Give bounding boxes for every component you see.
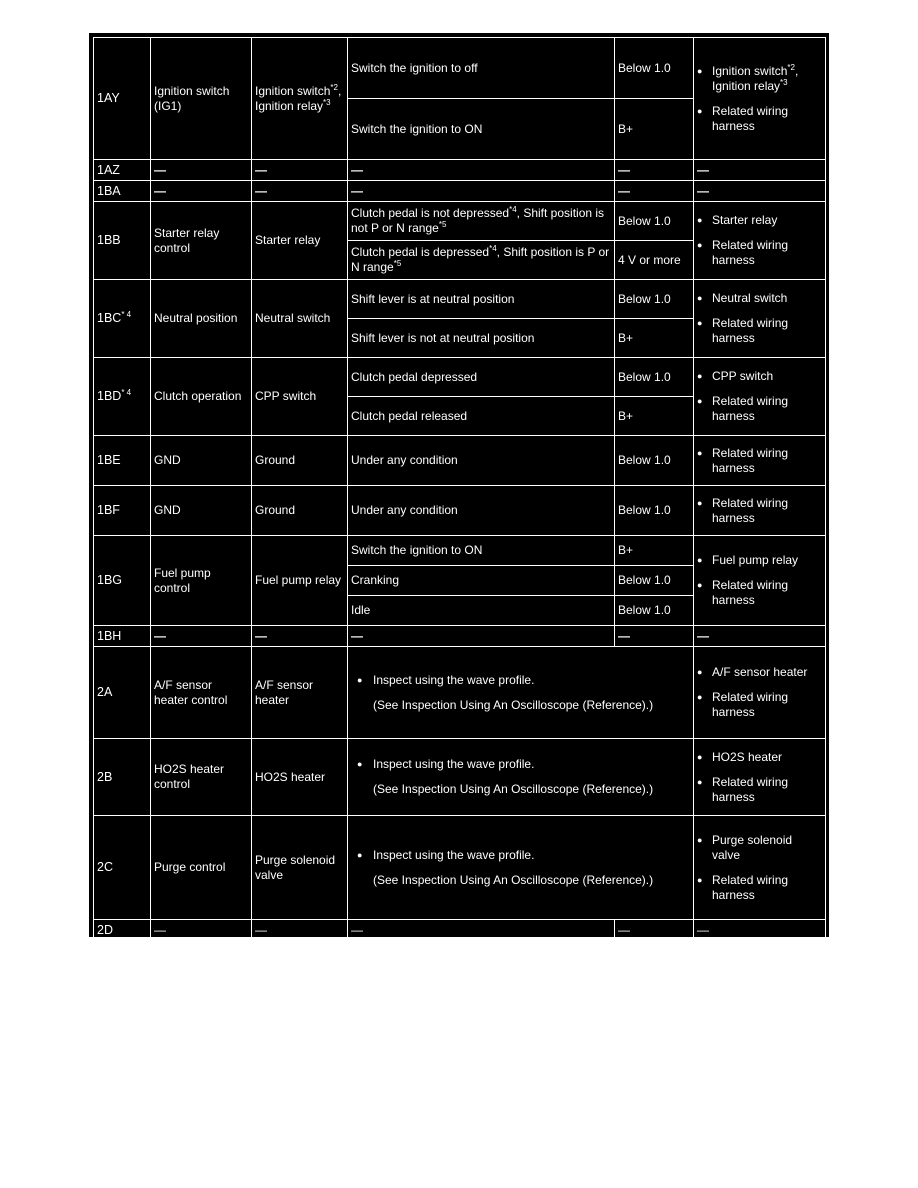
table-row — [94, 816, 826, 920]
inspection-item-text: Related wiring harness — [712, 103, 789, 133]
inspection-item-text: Related wiring harness — [712, 445, 789, 475]
component-name: Purge solenoid valve — [255, 852, 336, 882]
empty-cell — [615, 626, 694, 647]
wave-instruction-text: Inspect using the wave profile. — [373, 672, 535, 687]
wave-instruction-bullet — [373, 848, 690, 863]
list-item — [712, 64, 822, 94]
component-cell — [252, 647, 348, 739]
table-row — [94, 436, 826, 486]
specified-value-cell — [615, 99, 694, 160]
empty-cell — [252, 160, 348, 181]
table-row — [94, 160, 826, 181]
component-cell — [252, 816, 348, 920]
inspection-item-text: Purge solenoid valve — [712, 832, 793, 862]
specified-value-cell — [615, 280, 694, 319]
wave-instruction-bullet — [373, 673, 690, 688]
component-cell — [252, 536, 348, 626]
terminal-id: 1BF — [97, 503, 120, 517]
terminal-id: 2C — [97, 860, 113, 874]
condition-cell — [348, 596, 615, 626]
inspection-items-cell — [694, 280, 826, 358]
specified-value-cell — [615, 566, 694, 596]
inspection-item-text: A/F sensor heater — [712, 665, 808, 679]
specified-value: Below 1.0 — [618, 573, 671, 587]
inspection-list — [697, 446, 822, 476]
component-cell — [252, 202, 348, 280]
specified-value: B+ — [618, 543, 634, 557]
terminal-description: Ignition switch (IG1) — [154, 83, 230, 113]
dash-placeholder: — — [255, 628, 267, 643]
wave-inspection-cell — [348, 647, 694, 739]
terminal-id: 1AZ — [97, 162, 120, 177]
specified-value: Below 1.0 — [618, 603, 671, 617]
terminal-id: 1BA — [97, 183, 121, 198]
dash-placeholder: — — [255, 183, 267, 198]
inspection-item-text: Neutral switch — [712, 291, 788, 305]
terminal-cell — [94, 280, 151, 358]
wiring-color-cell — [151, 358, 252, 436]
dash-placeholder: — — [351, 162, 363, 177]
dash-placeholder: — — [618, 183, 630, 198]
terminal-description: GND — [154, 503, 181, 517]
inspection-items-cell — [694, 739, 826, 816]
list-item — [712, 394, 822, 424]
table-row — [94, 202, 826, 241]
terminal-table-sheet — [89, 33, 829, 937]
table-row — [94, 536, 826, 566]
inspection-item-text: Related wiring harness — [712, 872, 789, 902]
terminal-description: Neutral position — [154, 311, 238, 325]
empty-cell — [151, 920, 252, 941]
inspection-items-cell — [694, 816, 826, 920]
wiring-color-cell — [151, 647, 252, 739]
condition-text: Under any condition — [351, 503, 458, 517]
inspection-list — [697, 369, 822, 424]
wave-instruction-text: Inspect using the wave profile. — [373, 847, 535, 862]
condition-text: Switch the ignition to ON — [351, 543, 483, 557]
list-item — [712, 104, 822, 134]
empty-cell — [252, 920, 348, 941]
empty-cell — [151, 160, 252, 181]
component-cell — [252, 436, 348, 486]
specified-value: Below 1.0 — [618, 60, 671, 75]
condition-text: Cranking — [351, 573, 400, 587]
wave-instruction-text: Inspect using the wave profile. — [373, 757, 535, 771]
empty-cell — [252, 181, 348, 202]
specified-value-cell — [615, 486, 694, 536]
dash-placeholder: — — [697, 628, 709, 643]
terminal-cell — [94, 647, 151, 739]
table-row — [94, 358, 826, 397]
table-row — [94, 38, 826, 99]
wave-reference — [373, 873, 690, 888]
terminal-cell — [94, 920, 151, 941]
specified-value-cell — [615, 536, 694, 566]
terminal-id: 1BH — [97, 628, 122, 643]
inspection-list — [697, 750, 822, 805]
specified-value: B+ — [618, 121, 634, 136]
inspection-items-cell — [694, 536, 826, 626]
terminal-cell — [94, 816, 151, 920]
dash-placeholder: — — [618, 628, 630, 643]
list-item — [712, 213, 822, 228]
dash-placeholder: — — [351, 183, 363, 198]
terminal-note: * 4 — [121, 388, 132, 397]
wave-inspection-cell — [348, 739, 694, 816]
component-cell — [252, 486, 348, 536]
component-name: Ground — [255, 453, 296, 467]
component-name: Fuel pump relay — [255, 573, 342, 587]
inspection-item-text: Related wiring harness — [712, 394, 789, 423]
empty-cell — [151, 181, 252, 202]
terminal-id: 2D — [97, 922, 113, 937]
terminal-cell — [94, 202, 151, 280]
terminal-description: Clutch operation — [154, 389, 242, 403]
inspection-item-text: Related wiring harness — [712, 774, 789, 804]
empty-cell — [694, 181, 826, 202]
inspection-items-cell — [694, 486, 826, 536]
condition-cell — [348, 436, 615, 486]
specified-value-cell — [615, 241, 694, 280]
list-item — [712, 690, 822, 720]
specified-value: B+ — [618, 408, 634, 423]
inspection-item-text: Related wiring harness — [712, 316, 789, 345]
specified-value: Below 1.0 — [618, 453, 671, 467]
table-row — [94, 739, 826, 816]
dash-placeholder: — — [154, 628, 166, 643]
list-item — [712, 553, 822, 568]
wiring-color-cell — [151, 38, 252, 160]
empty-cell — [151, 626, 252, 647]
condition-text: Clutch pedal is depressed$^{*4}$, Shift position is P or N range$^{*5}$ — [351, 244, 610, 274]
dash-placeholder: — — [697, 183, 709, 198]
inspection-items-cell — [694, 202, 826, 280]
terminal-cell — [94, 486, 151, 536]
wave-reference-text: (See Inspection Using An Oscilloscope (Reference).) — [373, 697, 654, 712]
empty-cell — [252, 626, 348, 647]
specified-value-cell — [615, 38, 694, 99]
wave-instruction — [351, 673, 690, 713]
inspection-item-text: Fuel pump relay — [712, 553, 799, 567]
terminal-description: Starter relay control — [154, 225, 220, 255]
condition-text: Switch the ignition to off — [351, 60, 478, 75]
condition-text: Idle — [351, 603, 371, 617]
list-item — [712, 369, 822, 384]
inspection-items-cell — [694, 436, 826, 486]
empty-cell — [348, 160, 615, 181]
condition-cell — [348, 99, 615, 160]
terminal-id: 1BB — [97, 233, 121, 247]
terminal-description: Purge control — [154, 860, 226, 874]
inspection-list — [697, 496, 822, 526]
list-item — [712, 238, 822, 268]
condition-cell — [348, 358, 615, 397]
condition-cell — [348, 241, 615, 280]
dash-placeholder: — — [154, 183, 166, 198]
condition-text: Shift lever is at neutral position — [351, 291, 515, 306]
condition-text: Clutch pedal is not depressed$^{*4}$, Shift position is not P or N range$^{*5}$ — [351, 205, 605, 235]
wave-reference-text: (See Inspection Using An Oscilloscope (Reference).) — [373, 782, 654, 796]
empty-cell — [694, 920, 826, 941]
empty-cell — [615, 920, 694, 941]
list-item — [712, 750, 822, 765]
empty-cell — [694, 626, 826, 647]
terminal-id: 2A — [97, 685, 113, 699]
table-row — [94, 280, 826, 319]
terminal-cell — [94, 739, 151, 816]
wave-reference-text: (See Inspection Using An Oscilloscope (Reference).) — [373, 872, 654, 887]
wiring-color-cell — [151, 739, 252, 816]
dash-placeholder: — — [351, 628, 363, 643]
empty-cell — [694, 160, 826, 181]
inspection-items-cell — [694, 647, 826, 739]
dash-placeholder: — — [255, 162, 267, 177]
condition-cell — [348, 536, 615, 566]
condition-cell — [348, 566, 615, 596]
condition-cell — [348, 319, 615, 358]
dash-placeholder: — — [697, 922, 709, 937]
terminal-cell — [94, 358, 151, 436]
dash-placeholder: — — [154, 162, 166, 177]
inspection-list — [697, 291, 822, 346]
condition-cell — [348, 202, 615, 241]
terminal-cell — [94, 181, 151, 202]
wiring-color-cell — [151, 486, 252, 536]
condition-cell — [348, 38, 615, 99]
list-item — [712, 833, 822, 863]
table-row — [94, 486, 826, 536]
specified-value: Below 1.0 — [618, 291, 671, 306]
inspection-item-text: Related wiring harness — [712, 690, 789, 719]
list-item — [712, 665, 822, 680]
terminal-id: 2B — [97, 769, 113, 784]
component-cell — [252, 739, 348, 816]
specified-value-cell — [615, 596, 694, 626]
terminal-note: * 4 — [121, 310, 132, 319]
terminal-description: GND — [154, 453, 181, 467]
dash-placeholder: — — [351, 922, 363, 937]
component-cell — [252, 358, 348, 436]
condition-text: Clutch pedal depressed — [351, 369, 478, 384]
inspection-list — [697, 553, 822, 608]
terminal-id: 1BC — [97, 311, 122, 325]
table-row — [94, 647, 826, 739]
component-name: A/F sensor heater — [255, 677, 314, 707]
component-cell — [252, 280, 348, 358]
terminal-id: 1BG — [97, 573, 123, 587]
dash-placeholder: — — [618, 162, 630, 177]
empty-cell — [615, 181, 694, 202]
specified-value: Below 1.0 — [618, 503, 671, 517]
inspection-list — [697, 833, 822, 903]
condition-text: Switch the ignition to ON — [351, 121, 483, 136]
condition-cell — [348, 397, 615, 436]
wave-reference — [373, 698, 690, 713]
dash-placeholder: — — [618, 922, 630, 937]
wiring-color-cell — [151, 202, 252, 280]
terminal-id: 1AY — [97, 91, 120, 105]
inspection-item-text: Related wiring harness — [712, 495, 789, 525]
inspection-item-text: Ignition switch$^{*2}$, Ignition relay$^{*3}$ — [712, 62, 799, 93]
component-name: Neutral switch — [255, 311, 331, 325]
terminal-description: A/F sensor heater control — [154, 677, 228, 707]
component-name: Ground — [255, 503, 296, 517]
component-name: CPP switch — [255, 389, 317, 403]
specified-value: B+ — [618, 330, 634, 345]
specified-value-cell — [615, 397, 694, 436]
ecm-terminal-table — [93, 37, 826, 941]
terminal-description: HO2S heater control — [154, 762, 225, 791]
specified-value-cell — [615, 202, 694, 241]
empty-cell — [348, 181, 615, 202]
list-item — [712, 775, 822, 805]
wiring-color-cell — [151, 280, 252, 358]
dash-placeholder: — — [255, 922, 267, 937]
terminal-cell — [94, 436, 151, 486]
table-row — [94, 626, 826, 647]
inspection-list — [697, 213, 822, 268]
specified-value-cell — [615, 436, 694, 486]
terminal-cell — [94, 536, 151, 626]
inspection-item-text: HO2S heater — [712, 749, 783, 764]
component-name: HO2S heater — [255, 769, 326, 784]
dash-placeholder: — — [697, 162, 709, 177]
inspection-list — [697, 665, 822, 720]
list-item — [712, 873, 822, 903]
terminal-id: 1BD — [97, 389, 122, 403]
terminal-cell — [94, 38, 151, 160]
condition-cell — [348, 280, 615, 319]
inspection-item-text: CPP switch — [712, 369, 774, 383]
specified-value: 4 V or more — [618, 252, 681, 267]
list-item — [712, 578, 822, 608]
wiring-color-cell — [151, 816, 252, 920]
wave-reference — [373, 782, 690, 797]
component-name: Ignition switch$^{*2}$, Ignition relay$^{*3}$ — [255, 82, 342, 113]
terminal-id: 1BE — [97, 453, 121, 467]
wave-instruction — [351, 848, 690, 888]
dash-placeholder: — — [154, 922, 166, 937]
wave-instruction-bullet — [373, 757, 690, 772]
terminal-description: Fuel pump control — [154, 565, 211, 595]
inspection-items-cell — [694, 358, 826, 436]
inspection-items-cell — [694, 38, 826, 160]
list-item — [712, 496, 822, 526]
specified-value: Below 1.0 — [618, 213, 671, 228]
inspection-item-text: Starter relay — [712, 213, 778, 227]
wiring-color-cell — [151, 536, 252, 626]
terminal-cell — [94, 626, 151, 647]
wiring-color-cell — [151, 436, 252, 486]
specified-value-cell — [615, 358, 694, 397]
condition-text: Under any condition — [351, 453, 458, 467]
empty-cell — [348, 626, 615, 647]
inspection-item-text: Related wiring harness — [712, 238, 789, 267]
empty-cell — [348, 920, 615, 941]
list-item — [712, 316, 822, 346]
condition-text: Shift lever is not at neutral position — [351, 330, 535, 345]
component-cell — [252, 38, 348, 160]
condition-text: Clutch pedal released — [351, 408, 468, 423]
table-row — [94, 181, 826, 202]
terminal-cell — [94, 160, 151, 181]
list-item — [712, 291, 822, 306]
table-row — [94, 920, 826, 941]
wave-instruction — [351, 757, 690, 797]
empty-cell — [615, 160, 694, 181]
list-item — [712, 446, 822, 476]
specified-value-cell — [615, 319, 694, 358]
inspection-item-text: Related wiring harness — [712, 578, 789, 607]
condition-cell — [348, 486, 615, 536]
specified-value: Below 1.0 — [618, 369, 671, 384]
wave-inspection-cell — [348, 816, 694, 920]
component-name: Starter relay — [255, 233, 321, 247]
inspection-list — [697, 64, 822, 134]
